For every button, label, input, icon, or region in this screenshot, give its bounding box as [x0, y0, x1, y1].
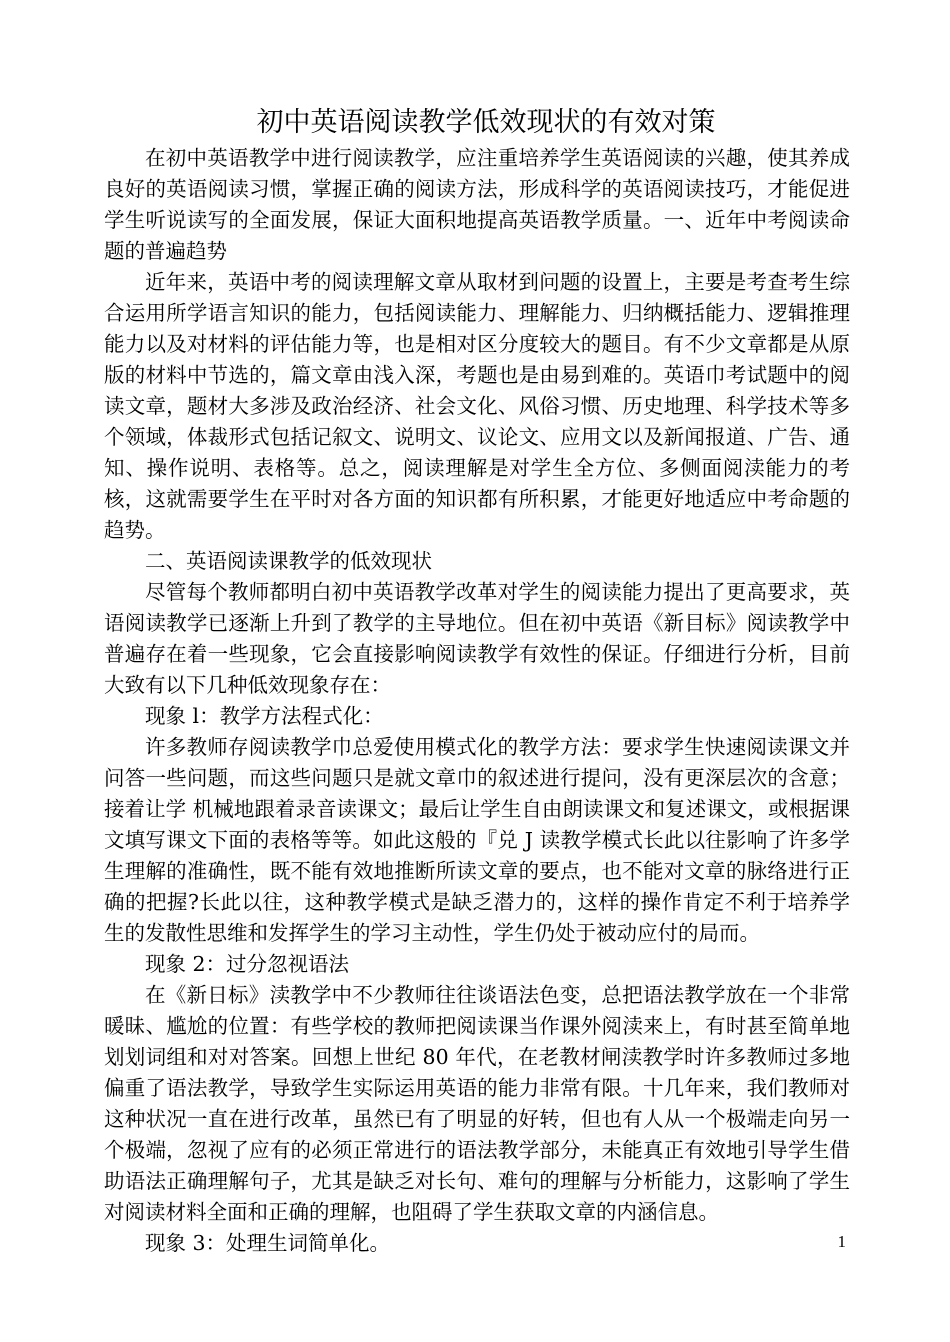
paragraph-low-efficiency-overview: 尽管每个教师都明白初中英语教学改革对学生的阅读能力提出了更高要求，英语阅读教学已逐渐上升到了教学的主导地位。但在初中英语《新目标》阅读教学中普遍存在着一些现象，它会直接影响阅读教学有效性的保证。仔细进行分析，目前大致有以下几种低效现象存在：	[104, 580, 850, 697]
paragraph-intro: 在初中英语教学中进行阅读教学，应注重培养学生英语阅读的兴趣，使其养成良好的英语阅读习惯，掌握正确的阅读方法，形成科学的英语阅读技巧，才能促进学生听说读写的全面发展，保证大面积地提高英语教学质量。一、近年中考阅读命题的普遍趋势	[104, 146, 850, 263]
section-heading-low-efficiency: 二、英语阅读课教学的低效现状	[145, 549, 432, 573]
document-title: 初中英语阅读教学低效现状的有效对策	[256, 107, 716, 138]
paragraph-exam-trends: 近年来，英语中考的阅读理解文章从取材到问题的设置上，主要是考查考生综合运用所学语言知识的能力，包括阅读能力、理解能力、归纳概括能力、逻辑推理能力以及对材料的评估能力等，也是相对区分度较大的题目。有不少文章都是从原版的材料中节选的，篇文章由浅入深，考题也是由易到难的。英语巾考试题中的阅读文章，题材大多涉及政治经济、社会文化、风俗习惯、历史地理、科学技术等多个领域，体裁形式包括记叙文、说明文、议论文、应用文以及新闻报道、广告、通知、操作说明、表格等。总之，阅读理解是对学生全方位、多侧面阅渎能力的考核，这就需要学生在平时对各方面的知识都有所积累，才能更好地适应中考命题的趋势。	[104, 270, 850, 542]
phenomenon-1-heading: 现象 l：教学方法程式化：	[145, 704, 384, 728]
document-body	[104, 103, 850, 1259]
phenomenon-3-heading: 现象 3：处理生词简单化。	[145, 1231, 391, 1255]
phenomenon-1-body: 许多教师存阅读教学巾总爱使用模式化的教学方法：要求学生快速阅读课文并问答一些问题，而这些问题只是就文章巾的叙述进行提问，没有更深层次的含意；接着让学 机械地跟着录音读课文；最后让学生自由朗读课文和复述课文，或根据课文填写课文下面的表格等等。如此这般的『兑 J 读教学模式长此以往影响了许多学生理解的准确性，既不能有效地推断所读文章的要点，也不能对文章的脉络进行正确的把握?长此以往，这种教学模式是缺乏潜力的，这样的操作肯定不利于培养学生的发散性思维和发挥学生的学习主动性，学生仍处于被动应付的局而。	[104, 735, 850, 945]
phenomenon-2-heading: 现象 2：过分忽视语法	[145, 952, 350, 976]
phenomenon-2-body: 在《新日标》渎教学中不少教师往往谈语法色变，总把语法教学放在一个非常暖昧、尴尬的位置：有些学校的教师把阅读课当作课外阅渎来上，有时甚至简单地划划词组和对对答案。回想上世纪 80 年代，在老教材闸渎教学时许多教师过多地偏重了语法教学，导致学生实际运用英语的能力非常有限。十几年来，我们教师对这种状况一直在进行改革，虽然已有了明显的好转，但也有人从一个极端走向另一个极端，忽视了应有的必须正常进行的语法教学部分，未能真正有效地引导学生借助语法正确理解句子，尤其是缺乏对长句、难句的理解与分析能力，这影响了学生对阅读材料全面和正确的理解，也阻碍了学生获取文章的内涵信息。	[104, 983, 850, 1224]
page-number: 1	[837, 1232, 846, 1251]
